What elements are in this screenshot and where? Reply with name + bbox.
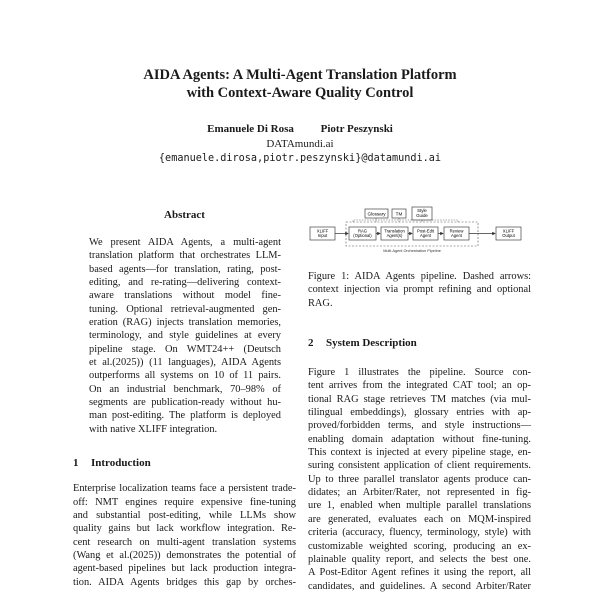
text-line: enabling domain adaptation without fine-tuning. xyxy=(308,433,531,445)
text-line: plainable quality report, and selects the best one. xyxy=(308,553,531,565)
svg-text:RAG(Optional): RAG (Optional) xyxy=(353,228,372,239)
text-line: segments are publication-ready without hu- xyxy=(89,397,281,409)
text-line: tuning. Optional retrieval-augmented gen- xyxy=(89,303,281,315)
text-line: suring consistent application of client requirements. xyxy=(308,460,531,472)
pipeline-figure xyxy=(308,200,531,260)
title-line-2: with Context-Aware Quality Control xyxy=(186,85,414,101)
intro-title: Introduction xyxy=(91,457,151,470)
text-line: aware translations without model fine- xyxy=(89,290,281,302)
text-line: A Post-Editor Agent refines it using the report, all xyxy=(308,567,531,579)
text-line: Enterprise localization teams face a persistent trade- xyxy=(73,483,296,495)
text-line: On an industrial benchmark, 70–98% of xyxy=(89,383,281,395)
system-title: System Description xyxy=(326,337,417,350)
text-line: tent arrives from the integrated CAT tool; an op- xyxy=(308,380,531,392)
tm-label: TM xyxy=(395,211,403,217)
style-guide-label: Style Guide xyxy=(416,208,428,218)
right-column xyxy=(308,200,531,593)
svg-text:XLIFFOutput: XLIFF Output xyxy=(502,228,515,239)
text-line: quality gains but lack workflow integration. Re- xyxy=(73,523,296,535)
text-line: Figure 1: AIDA Agents pipeline. Dashed arrows: xyxy=(308,271,531,282)
text-line: editing, and re-rating—delivering context- xyxy=(89,277,281,289)
text-line: are generated, evaluates each on MQM-inspired xyxy=(308,513,531,525)
text-line: Figure 1 illustrates the pipeline. Source con- xyxy=(308,367,531,379)
author-email: {emanuele.dirosa,piotr.peszynski}@datamundi.ai xyxy=(158,153,442,164)
text-line: off: NMT engines require expensive fine-tuning xyxy=(73,496,296,508)
left-column xyxy=(73,208,296,589)
intro-body xyxy=(73,482,296,589)
svg-text:ReviewAgent: Review Agent xyxy=(449,228,464,239)
text-line: with native XLIFF integration. xyxy=(89,423,218,435)
glossary-label: Glossary xyxy=(367,211,386,217)
text-line: (Wang et al.(2025)) demonstrates the potential of xyxy=(73,549,296,561)
pipeline-diagram xyxy=(308,200,531,262)
text-line: pipeline stage. On WMT24++ (Deutsch xyxy=(89,343,281,355)
system-number: 2 xyxy=(308,337,314,350)
intro-number: 1 xyxy=(73,457,79,470)
text-line: tional RAG stage retrieves TM matches (via mul- xyxy=(308,393,531,405)
text-line: This context is injected at every pipeline stage, en- xyxy=(308,447,531,459)
text-line: We present AIDA Agents, a multi-agent xyxy=(89,237,281,248)
text-line: agent-based pipelines but lack production integra- xyxy=(73,563,296,575)
text-line: man post-editing. The platform is deployed xyxy=(89,410,281,422)
figure-caption xyxy=(308,270,531,310)
text-line: criteria (accuracy, fluency, terminology, style) with xyxy=(308,527,531,539)
text-line: et al.(2025)) (11 languages), AIDA Agents xyxy=(89,357,281,369)
text-line: tion. AIDA Agents bridges this gap by orches- xyxy=(73,576,296,588)
text-line: proved/forbidden terms, and style instructions— xyxy=(308,420,531,432)
text-line: ure 1, enabled when multiple parallel translations xyxy=(308,500,531,512)
text-line: translation platform that orchestrates LLM- xyxy=(89,250,281,262)
intro-heading xyxy=(73,456,296,470)
author-2: Piotr Peszynski xyxy=(320,123,393,135)
title-line-1: AIDA Agents: A Multi-Agent Translation Platform xyxy=(143,67,457,83)
text-line: candidates, and guidelines. A second Arbiter/Rater xyxy=(308,580,531,592)
text-line: and substantial post-editing, while LLMs show xyxy=(73,509,296,521)
author-list xyxy=(0,122,600,136)
author-1: Emanuele Di Rosa xyxy=(207,123,294,135)
text-line: customizable weighted scoring, producing an ex- xyxy=(308,540,531,552)
system-body xyxy=(308,366,531,593)
system-heading xyxy=(308,336,531,350)
abstract-heading: Abstract xyxy=(164,209,205,221)
group-label: Multi-Agent Orchestration Pipeline xyxy=(383,249,441,253)
text-line: tilingual embeddings), glossary entries with ap- xyxy=(308,407,531,419)
text-line: RAG. xyxy=(308,297,333,309)
paper-title xyxy=(0,66,600,102)
text-line: based agents—for translation, rating, post- xyxy=(89,263,281,275)
abstract-body xyxy=(89,236,281,436)
text-line: eration (RAG) injects translation memories, xyxy=(89,317,281,329)
text-line: context injection via prompt refining and optional xyxy=(308,284,531,296)
svg-text:XLIFFInput: XLIFF Input xyxy=(316,228,329,239)
text-line: didates; an Arbiter/Rater, not represented in fig- xyxy=(308,487,531,499)
text-line: terminology, and style guidelines at every xyxy=(89,330,281,342)
text-line: Up to three parallel translator agents produce can- xyxy=(308,473,531,485)
svg-text:TranslationAgent(s): Translation Agent(s) xyxy=(384,228,405,239)
text-line: cent research on multi-agent translation systems xyxy=(73,536,296,548)
svg-text:Post-EditAgent: Post-Edit Agent xyxy=(417,228,434,239)
text-line: outperforms all systems on 10 of 11 pairs. xyxy=(89,370,281,382)
affiliation: DATAmundi.ai xyxy=(266,138,334,150)
